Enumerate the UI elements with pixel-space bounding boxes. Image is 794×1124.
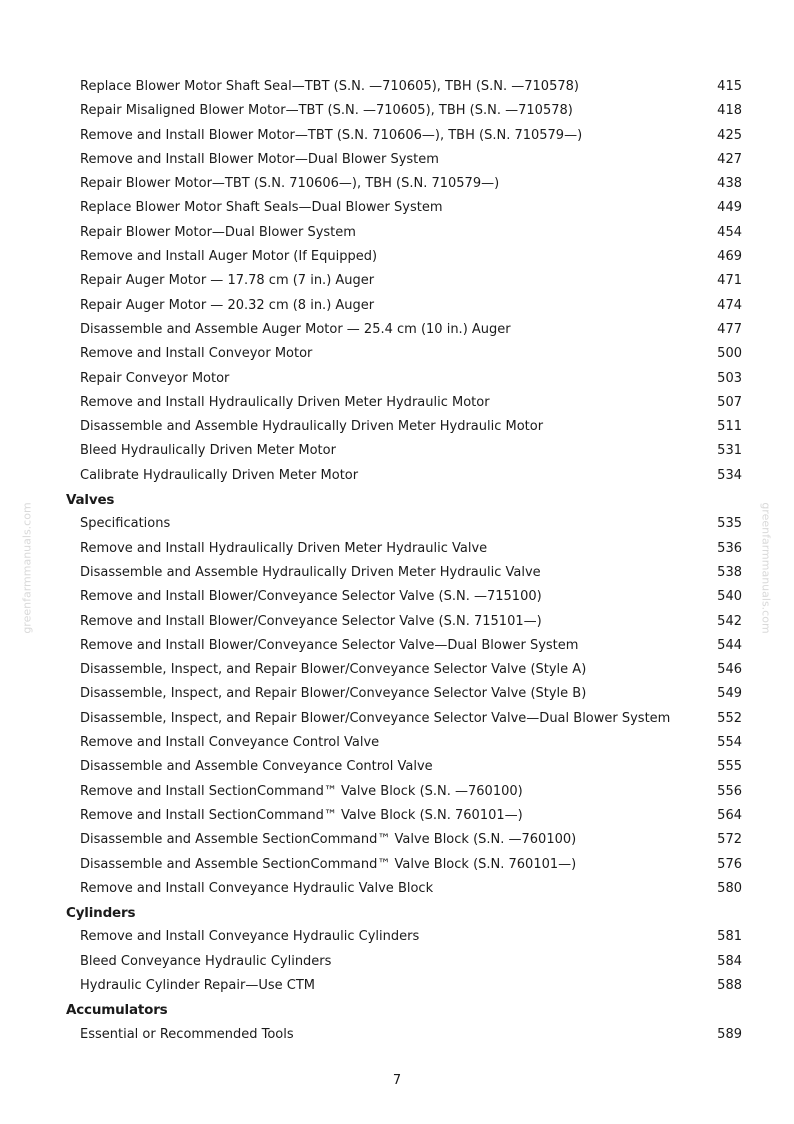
toc-section-heading (66, 998, 742, 1022)
section-title: Valves (66, 492, 115, 509)
toc-entry-page-number[interactable]: 589 (717, 1026, 742, 1042)
toc-entry[interactable] (66, 269, 742, 293)
toc-entry-title[interactable]: Repair Blower Motor—TBT (S.N. 710606—), TBH (S.N. 710579—) (80, 176, 500, 192)
toc-entry-title[interactable]: Remove and Install Conveyance Hydraulic Valve Block (80, 880, 434, 896)
toc-entry-title[interactable]: Essential or Recommended Tools (80, 1026, 294, 1042)
toc-entry[interactable] (66, 610, 742, 634)
toc-entry-page-number[interactable]: 503 (717, 370, 742, 386)
section-title: Accumulators (66, 1002, 168, 1019)
toc-entry[interactable] (66, 367, 742, 391)
toc-entry-page-number[interactable]: 554 (717, 735, 742, 751)
toc-entry-title[interactable]: Disassemble and Assemble Hydraulically Driven Meter Hydraulic Valve (80, 564, 541, 580)
toc-entry[interactable] (66, 439, 742, 463)
toc-entry[interactable] (66, 342, 742, 366)
toc-entry[interactable] (66, 658, 742, 682)
toc-entry-page-number[interactable]: 469 (717, 249, 742, 265)
toc-entry-page-number[interactable]: 580 (717, 880, 742, 896)
toc-entry[interactable] (66, 634, 742, 658)
toc-entry-page-number[interactable]: 588 (717, 977, 742, 993)
toc-entry-page-number[interactable]: 427 (717, 151, 742, 167)
toc-entry-title[interactable]: Disassemble, Inspect, and Repair Blower/Conveyance Selector Valve—Dual Blower System (80, 710, 671, 726)
toc-entry[interactable] (66, 682, 742, 706)
watermark-right: greenfarmmanuals.com (759, 502, 773, 634)
toc-entry-title[interactable]: Disassemble and Assemble Hydraulically Driven Meter Hydraulic Motor (80, 419, 544, 435)
toc-entry[interactable] (66, 245, 742, 269)
toc-entry[interactable] (66, 828, 742, 852)
toc-entry-title[interactable]: Disassemble and Assemble Auger Motor — 25.4 cm (10 in.) Auger (80, 321, 511, 337)
toc-entry[interactable] (66, 974, 742, 998)
toc-entry[interactable] (66, 415, 742, 439)
toc-entry[interactable] (66, 294, 742, 318)
toc-entry-page-number[interactable]: 454 (717, 224, 742, 240)
toc-entry[interactable] (66, 804, 742, 828)
toc-entry-page-number[interactable]: 538 (717, 564, 742, 580)
toc-entry-page-number[interactable]: 477 (717, 321, 742, 337)
toc-entry-page-number[interactable]: 471 (717, 273, 742, 289)
toc-entry[interactable] (66, 1023, 742, 1047)
toc-entry-page-number[interactable]: 438 (717, 176, 742, 192)
toc-entry-title[interactable]: Bleed Hydraulically Driven Meter Motor (80, 443, 336, 459)
toc-entry[interactable] (66, 99, 742, 123)
toc-entry[interactable] (66, 196, 742, 220)
toc-entry-title[interactable]: Repair Blower Motor—Dual Blower System (80, 224, 356, 240)
toc-entry[interactable] (66, 731, 742, 755)
toc-entry[interactable] (66, 537, 742, 561)
toc-entry[interactable] (66, 172, 742, 196)
toc-entry-title[interactable]: Remove and Install Auger Motor (If Equipped) (80, 249, 378, 265)
toc-entry[interactable] (66, 755, 742, 779)
toc-entry-title[interactable]: Remove and Install Blower/Conveyance Selector Valve—Dual Blower System (80, 637, 579, 653)
toc-entry[interactable] (66, 75, 742, 99)
toc-entry[interactable] (66, 464, 742, 488)
toc-entry-page-number[interactable]: 500 (717, 346, 742, 362)
toc-entry-title[interactable]: Hydraulic Cylinder Repair—Use CTM (80, 977, 316, 993)
toc-entry[interactable] (66, 391, 742, 415)
toc-entry-page-number[interactable]: 449 (717, 200, 742, 216)
toc-entry-page-number[interactable]: 535 (717, 516, 742, 532)
toc-entry-title[interactable]: Repair Conveyor Motor (80, 370, 230, 386)
toc-entry-page-number[interactable]: 549 (717, 686, 742, 702)
toc-entry[interactable] (66, 925, 742, 949)
toc-entry-page-number[interactable]: 474 (717, 297, 742, 313)
toc-entry-title[interactable]: Remove and Install SectionCommand™ Valve Block (S.N. —760100) (80, 783, 523, 799)
toc-entry[interactable] (66, 512, 742, 536)
toc-entry-page-number[interactable]: 536 (717, 540, 742, 556)
toc-entry[interactable] (66, 318, 742, 342)
toc-entry-title[interactable]: Repair Auger Motor — 17.78 cm (7 in.) Auger (80, 273, 375, 289)
toc-entry[interactable] (66, 853, 742, 877)
toc-entry[interactable] (66, 585, 742, 609)
section-title: Cylinders (66, 905, 136, 922)
toc-entry-title[interactable]: Disassemble and Assemble SectionCommand™ Valve Block (S.N. —760100) (80, 832, 577, 848)
toc-entry[interactable] (66, 124, 742, 148)
toc-entry-page-number[interactable]: 581 (717, 929, 742, 945)
toc-entry[interactable] (66, 221, 742, 245)
toc-entry-title[interactable]: Remove and Install Blower Motor—TBT (S.N. 710606—), TBH (S.N. 710579—) (80, 127, 583, 143)
page-number: 7 (392, 1073, 402, 1088)
toc-entry-title[interactable]: Remove and Install Conveyor Motor (80, 346, 313, 362)
toc-entry-title[interactable]: Remove and Install Hydraulically Driven Meter Hydraulic Motor (80, 394, 490, 410)
toc-entry-title[interactable]: Remove and Install Hydraulically Driven Meter Hydraulic Valve (80, 540, 488, 556)
toc-entry-page-number[interactable]: 534 (717, 467, 742, 483)
toc-entry-page-number[interactable]: 531 (717, 443, 742, 459)
toc-entry-title[interactable]: Repair Misaligned Blower Motor—TBT (S.N. —710605), TBH (S.N. —710578) (80, 103, 573, 119)
toc-entry[interactable] (66, 780, 742, 804)
toc-entry-title[interactable]: Disassemble, Inspect, and Repair Blower/Conveyance Selector Valve (Style A) (80, 662, 587, 678)
toc-entry-page-number[interactable]: 415 (717, 79, 742, 94)
toc-entry-page-number[interactable]: 555 (717, 759, 742, 775)
toc-entry-page-number[interactable]: 584 (717, 953, 742, 969)
toc-entry-page-number[interactable]: 507 (717, 394, 742, 410)
table-of-contents (66, 75, 742, 1047)
toc-entry-page-number[interactable]: 540 (717, 589, 742, 605)
toc-entry-page-number[interactable]: 546 (717, 662, 742, 678)
toc-section-heading (66, 901, 742, 925)
toc-entry-page-number[interactable]: 552 (717, 710, 742, 726)
toc-entry-title[interactable]: Repair Auger Motor — 20.32 cm (8 in.) Auger (80, 297, 375, 313)
toc-entry-title[interactable]: Remove and Install SectionCommand™ Valve Block (S.N. 760101—) (80, 807, 523, 823)
toc-entry-title[interactable]: Remove and Install Conveyance Hydraulic Cylinders (80, 929, 420, 945)
toc-entry-page-number[interactable]: 425 (717, 127, 742, 143)
toc-entry-title[interactable]: Disassemble and Assemble Conveyance Control Valve (80, 759, 433, 775)
toc-entry[interactable] (66, 950, 742, 974)
watermark-left: greenfarmmanuals.com (20, 502, 34, 634)
toc-entry-title[interactable]: Calibrate Hydraulically Driven Meter Motor (80, 467, 359, 483)
toc-entry-page-number[interactable]: 542 (717, 613, 742, 629)
toc-entry[interactable] (66, 877, 742, 901)
toc-entry-title[interactable]: Replace Blower Motor Shaft Seals—Dual Blower System (80, 200, 443, 216)
toc-entry-title[interactable]: Remove and Install Blower/Conveyance Selector Valve (S.N. 715101—) (80, 613, 542, 629)
toc-entry[interactable] (66, 561, 742, 585)
toc-entry-title[interactable]: Replace Blower Motor Shaft Seal—TBT (S.N. —710605), TBH (S.N. —710578) (80, 79, 579, 94)
toc-entry-title[interactable]: Remove and Install Blower Motor—Dual Blower System (80, 151, 439, 167)
toc-entry[interactable] (66, 707, 742, 731)
toc-entry[interactable] (66, 148, 742, 172)
toc-entry-page-number[interactable]: 556 (717, 783, 742, 799)
toc-section-heading (66, 488, 742, 512)
toc-entry-page-number[interactable]: 418 (717, 103, 742, 119)
toc-entry-page-number[interactable]: 544 (717, 637, 742, 653)
toc-entry-title[interactable]: Specifications (80, 516, 171, 532)
toc-entry-title[interactable]: Disassemble and Assemble SectionCommand™ Valve Block (S.N. 760101—) (80, 856, 577, 872)
toc-entry-page-number[interactable]: 576 (717, 856, 742, 872)
toc-entry-page-number[interactable]: 511 (717, 419, 742, 435)
toc-entry-title[interactable]: Bleed Conveyance Hydraulic Cylinders (80, 953, 332, 969)
toc-entry-page-number[interactable]: 572 (717, 832, 742, 848)
toc-entry-page-number[interactable]: 564 (717, 807, 742, 823)
toc-entry-title[interactable]: Remove and Install Conveyance Control Valve (80, 735, 380, 751)
toc-entry-title[interactable]: Remove and Install Blower/Conveyance Selector Valve (S.N. —715100) (80, 589, 542, 605)
toc-entry-title[interactable]: Disassemble, Inspect, and Repair Blower/Conveyance Selector Valve (Style B) (80, 686, 587, 702)
